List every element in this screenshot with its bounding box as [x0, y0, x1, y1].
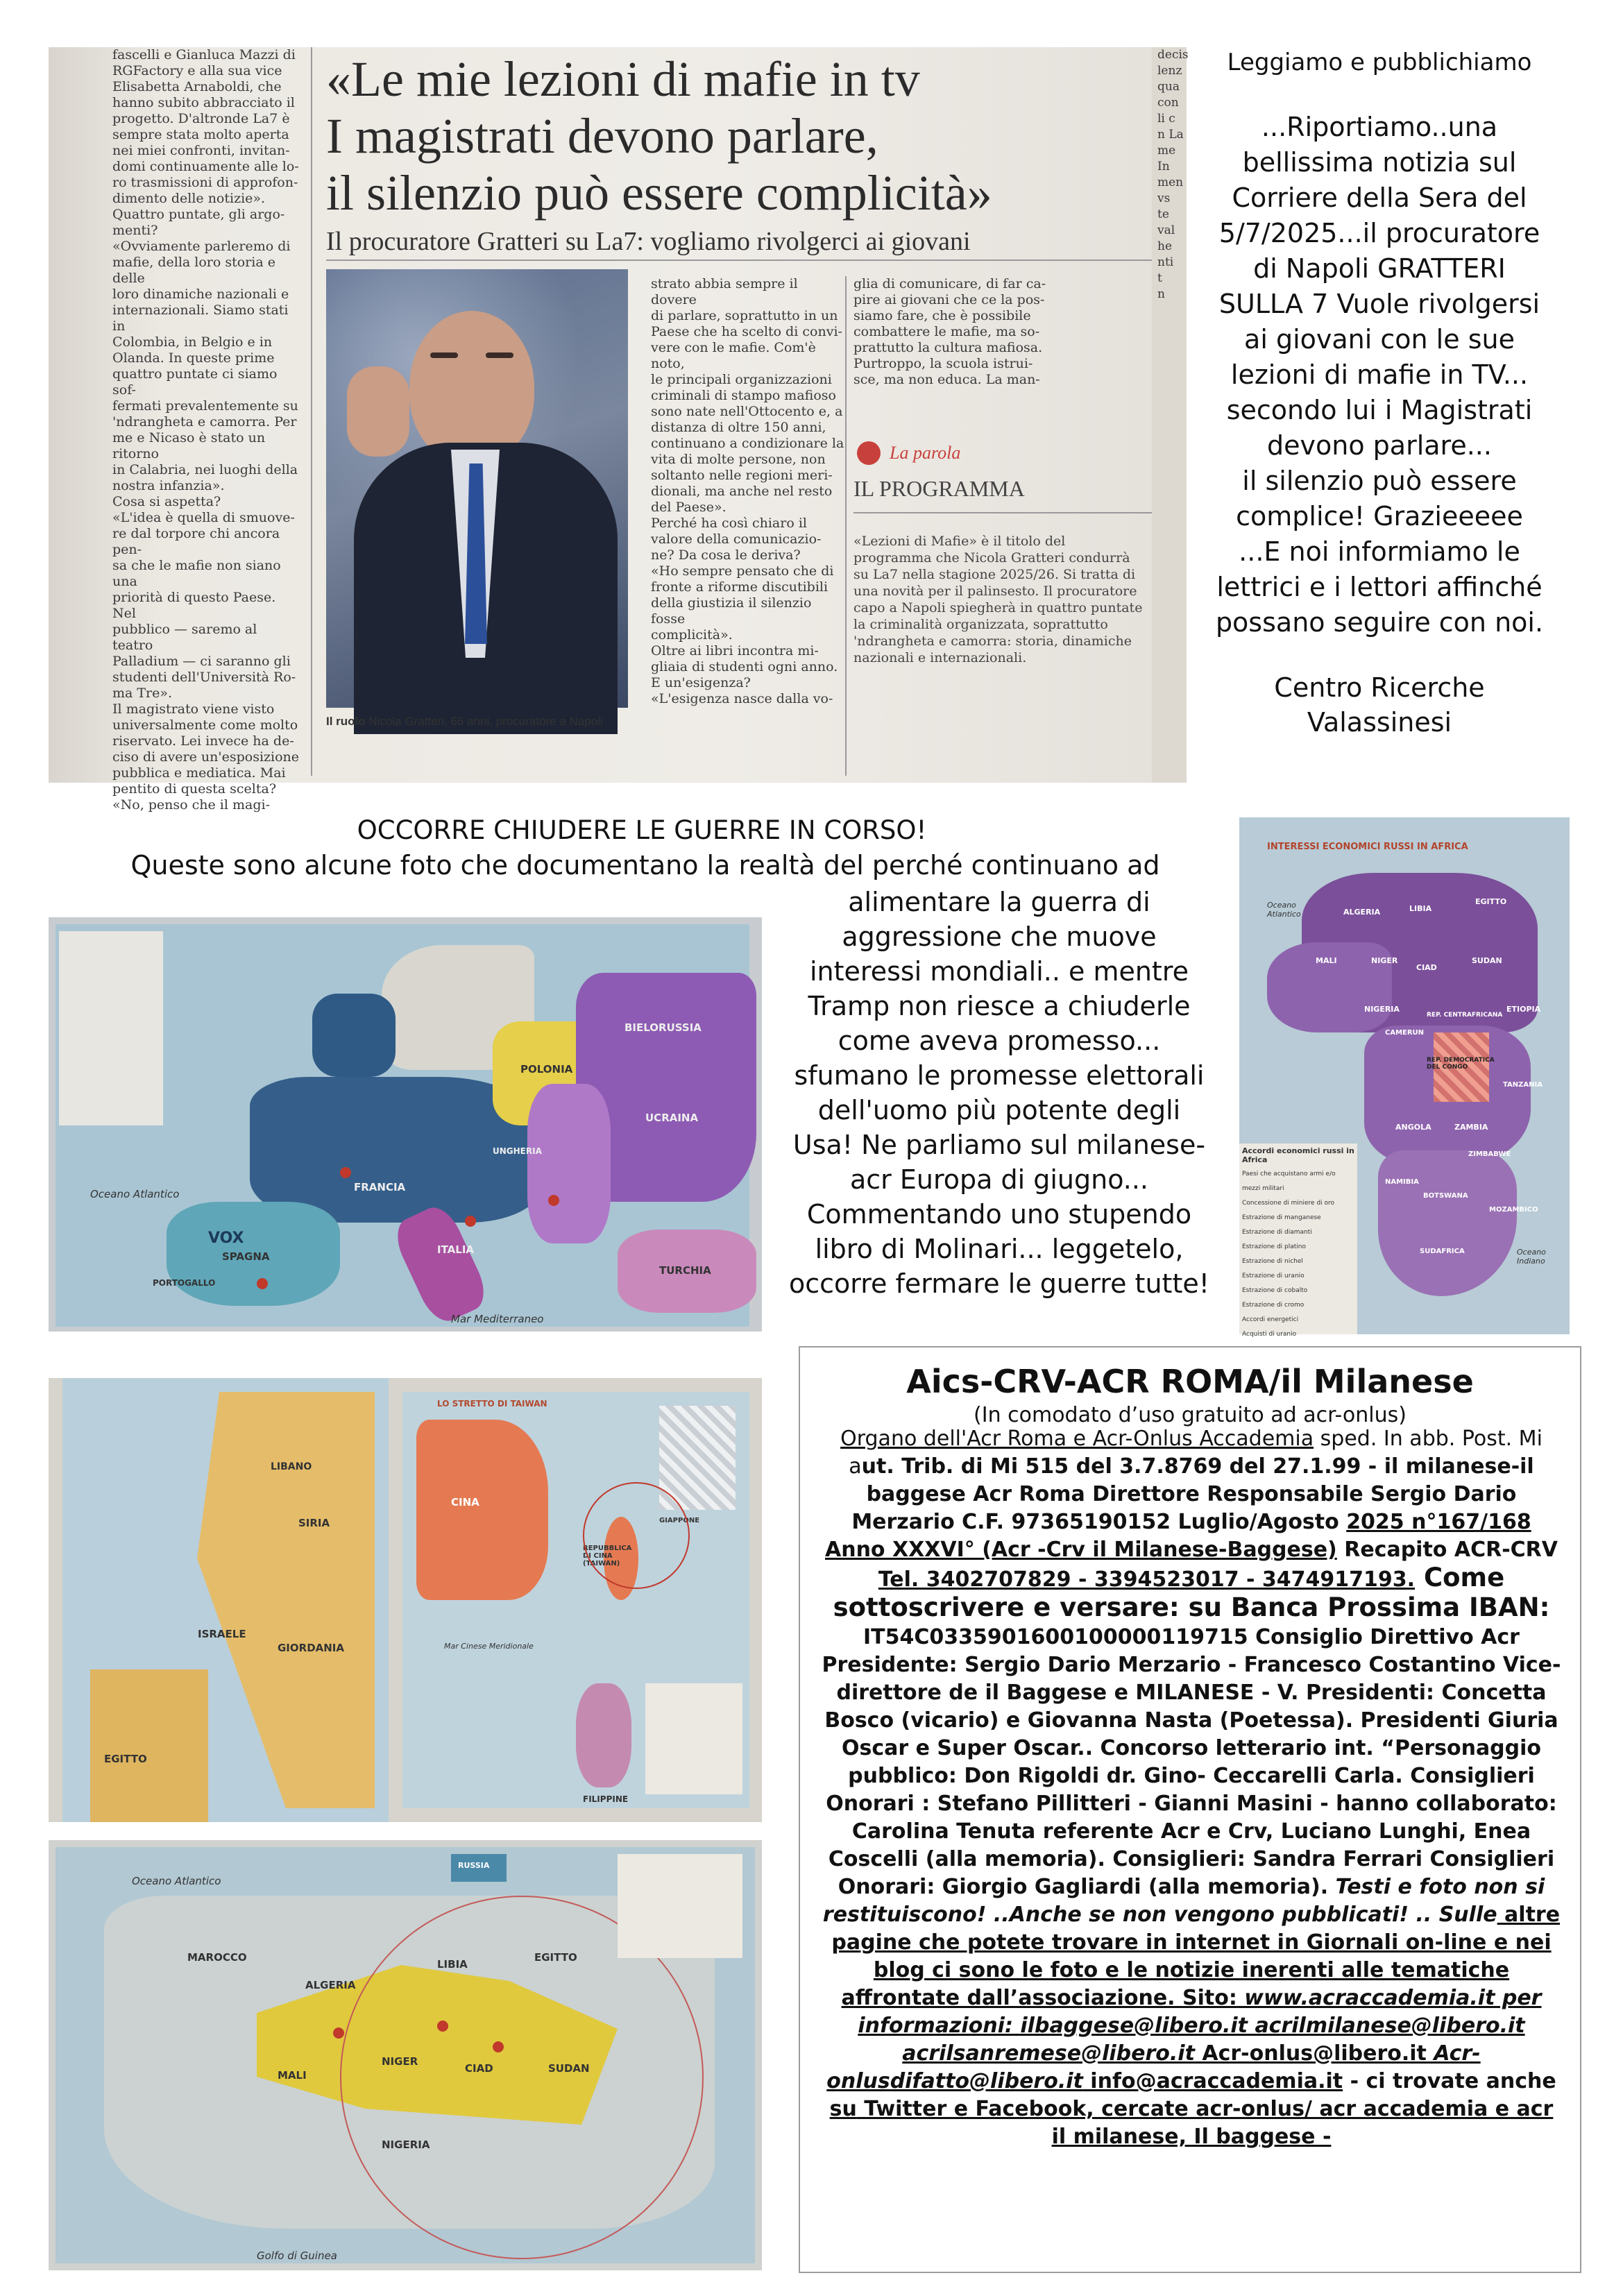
country-label: ANGOLA [1395, 1123, 1431, 1132]
philippines-shape [576, 1683, 631, 1787]
country-label: ZIMBABWE [1468, 1150, 1511, 1158]
country-label: EGITTO [534, 1951, 577, 1964]
subscribe-heading: Come sottoscrivere e versare: su Banca Prossima IBAN: [833, 1563, 1550, 1622]
europe-map-photo [49, 917, 762, 1332]
box-title: IL PROGRAMMA [853, 476, 1025, 501]
social-links[interactable]: Twitter e Facebook, cercate acr-onlus/ acr accademia e acr il milanese, Il baggese - [856, 2097, 1554, 2149]
country-label: MAROCCO [187, 1951, 247, 1964]
country-label: MALI [1316, 956, 1337, 965]
marker-dot-icon [548, 1195, 559, 1206]
photo-caption: Il ruolo Nicola Gratteri, 66 anni, procuratore a Napoli [326, 715, 603, 728]
country-label: FILIPPINE [583, 1794, 629, 1804]
map-legend [618, 1854, 742, 1958]
country-label: LIBIA [1409, 904, 1432, 913]
email-link[interactable]: Acr-onlusdifatto@libero.it [826, 2041, 1481, 2093]
adjacent-column-fragment: decis lenz qua con li c n La me In men vs te val he nti t n [1157, 48, 1189, 301]
ocean-label: Oceano Indiano [1517, 1248, 1546, 1266]
sea-label: Golfo di Guinea [257, 2250, 337, 2262]
country-label: ETIOPIA [1506, 1005, 1541, 1014]
gratteri-photo [326, 269, 628, 708]
africa-map-photo [1239, 817, 1570, 1338]
country-label: LIBANO [271, 1461, 312, 1472]
article-column-3: glia di comunicare, di far ca- pire ai giovani che ce la pos- siamo fare, che è possibile combattere le mafie, ma so- prattutto la cultura mafiosa. Purtroppo, la scuola istrui- sce, ma non educa. La man- [853, 276, 1046, 387]
country-label: MALI [278, 2069, 307, 2082]
poland-label: POLONIA [520, 1063, 573, 1075]
intro-signature: Centro Ricerche Valassinesi [1274, 672, 1485, 738]
masthead-body [821, 1425, 1562, 2151]
ocean-label: Oceano Atlantico [132, 1875, 221, 1887]
war-body-text: alimentare la guerra di aggressione che muove interessi mondiali.. e mentre Tramp non riesce a chiuderle come aveva promesso... sfumano le promesse elettorali dell'uomo più potente degli Usa! Ne parliamo sul milanese- acr Europa di giugno... Commentando uno stupendo libro di Molinari... leggetelo, occorre fermare le guerre tutte! [789, 887, 1209, 1299]
article-headline: «Le mie lezioni di mafie in tv I magistrati devono parlare, il silenzio può essere complicità» [326, 51, 992, 221]
marker-dot-icon [333, 2027, 344, 2039]
registration-text: ut. Trib. di Mi 515 del 3.7.8769 del 27.1.99 - il milanese-il baggese Acr Roma Direttore Responsabile Sergio Dario Merzario C.F. 97365190152 Luglio/Agosto [851, 1454, 1534, 1534]
country-label: NIGERIA [382, 2138, 430, 2151]
country-label: EGITTO [104, 1753, 147, 1765]
box-rule [853, 512, 1173, 513]
range-circle [583, 1482, 690, 1589]
marker-dot-icon [465, 1216, 476, 1227]
thumbs-up-hand [347, 366, 409, 457]
vox-label: VOX [208, 1230, 244, 1247]
italy-label: ITALIA [437, 1243, 475, 1256]
country-label: RUSSIA [458, 1861, 490, 1870]
war-section-title: OCCORRE CHIUDERE LE GUERRE IN CORSO! [357, 815, 927, 845]
column-rule [845, 276, 847, 776]
hungary-label: UNGHERIA [493, 1146, 542, 1156]
face-shape [409, 311, 534, 464]
ukraine-label: UCRAINA [645, 1112, 699, 1124]
map-title: INTERESSI ECONOMICI RUSSI IN AFRICA [1267, 842, 1468, 852]
atlantic-label: Oceano Atlantico [90, 1188, 180, 1200]
article-column-1: fascelli e Gianluca Mazzi di RGFactory e alla sua vice Elisabetta Arnaboldi, che hanno subito abbracciato il progetto. D'altronde La7 è sempre stata molto aperta nei miei confronti, invitan- domi continuamente alle lo- ro trasmissioni di approfon- dimento delle notizie». Quattro puntate, gli argo- menti? «Ovviamente parleremo di mafie, della loro storia e delle loro dinamiche nazionali e internazionali. Siamo stati in Colombia, in Belgio e in Olanda. In queste prime quattro puntate ci siamo sof- fermati prevalentemente su 'ndrangheta e camorra. Per me e Nicaso è stato un ritorno in Calabria, nei luoghi della nostra infanzia». Cosa si aspetta? «L'idea è quella di smuove- re dal torpore chi ancora pen- sa che le mafie non siano una priorità di questo Paese. Nel pubblico — saremo al teatro Palladium — ci saranno gli studenti dell'Università Ro- ma Tre». Il magistrato viene visto universalmente come molto riservato. Lei invece ha de- ciso di avere un'esposizione pubblica e mediatica. Mai pentito di questa scelta? «No, penso che il magi- [112, 47, 300, 813]
country-label: TANZANIA [1503, 1081, 1543, 1089]
social-text: - ci trovate anche [1343, 2069, 1556, 2093]
country-label: BOTSWANA [1423, 1192, 1468, 1200]
country-label: ALGERIA [1343, 908, 1381, 917]
country-label: ALGERIA [305, 1979, 356, 1991]
organ-line: Organo dell'Acr Roma e Acr-Onlus Accademia [840, 1427, 1314, 1451]
country-label: NIGERIA [1364, 1005, 1400, 1014]
country-label: SUDAFRICA [1420, 1248, 1465, 1255]
column-rule [311, 47, 312, 776]
masthead-box [799, 1346, 1581, 2273]
country-label: LIBIA [437, 1958, 468, 1971]
site-and-email-links[interactable]: www.acraccademia.it per informazioni: ilbaggese@libero.it acrilmilanese@libero.it acrilsanremese@libero.it [858, 1986, 1542, 2066]
mediterranean-label: Mar Mediterraneo [451, 1313, 544, 1325]
box-text: «Lezioni di Mafie» è il titolo del programma che Nicola Gratteri condurrà su La7 nella stagione 2025/26. Si tratta di una novità per il palinsesto. Il procuratore capo a Napoli spiegherà in quattro puntate la criminalità organizzata, soprattutto 'ndrangheta e camorra: storia, dinamiche nazionali e internazionali. [853, 534, 1143, 665]
sea-label: Mar Cinese Meridionale [444, 1642, 534, 1651]
intro-title: Leggiamo e pubblichiamo [1227, 49, 1532, 76]
recapito-text: Recapito ACR-CRV [1336, 1538, 1558, 1562]
country-label: REP. DEMOCRATICA DEL CONGO [1427, 1057, 1495, 1071]
country-label: REPUBBLICA DI CINA (TAIWAN) [583, 1545, 632, 1567]
ocean-label: Oceano Atlantico [1267, 901, 1301, 919]
phone-numbers[interactable]: Tel. 3402707829 - 3394523017 - 3474917193. [878, 1567, 1416, 1592]
country-label: CIAD [1416, 963, 1437, 972]
sped-text: sped. In abb. Post. Mi a [849, 1427, 1543, 1479]
country-label: CAMERUN [1385, 1029, 1425, 1037]
country-label: SUDAN [548, 2062, 590, 2075]
portugal-label: PORTOGALLO [153, 1278, 216, 1288]
map-legend [59, 931, 163, 1125]
other-pages-text: altre pagine che potete trovare in internet in Giornali on-line e nei blog ci sono le foto e le notizie inerenti alle tematiche affrontate dall’associazione. Sito: [831, 1903, 1561, 2010]
map-legend: Accordi economici russi in Africa Paesi che acquistano armi e/o mezzi militari Concessione di miniere di oro Estrazione di manganese Estrazione di diamanti Estrazione di platino Estrazione di nichel Estrazione di uranio Estrazione di cobalto Estrazione di cromo Accordi energetici Acquisti di uranio [1239, 1143, 1357, 1334]
marker-dot-icon [437, 2021, 448, 2032]
war-intro-line: Queste sono alcune foto che documentano la realtà del perché continuano ad [130, 850, 1160, 881]
section-kicker: La parola [890, 443, 961, 463]
china-shape [416, 1420, 548, 1600]
sahel-map-photo [49, 1840, 762, 2270]
country-label: NIGER [382, 2055, 418, 2068]
testi-notice: Testi e foto non si restituiscono! ..Anche se non vengono pubblicati! .. Sulle [822, 1875, 1545, 1927]
france-label: FRANCIA [354, 1181, 406, 1193]
country-label: SUDAN [1472, 956, 1502, 965]
balkans-shape [527, 1084, 611, 1243]
article-subheadline: Il procuratore Gratteri su La7: vogliamo rivolgerci ai giovani [326, 227, 971, 256]
country-label: GIAPPONE [659, 1517, 700, 1524]
map-legend [645, 1683, 742, 1794]
article-column-2: strato abbia sempre il dovere di parlare, soprattutto in un Paese che ha scelto di convi- vere con le mafie. Com'è noto, le principali organizzazioni criminali di stampo mafioso sono nate nell'Ottocento e, a distanza di oltre 150 anni, continuano a condizionare la vita di molte persone, non soltanto nelle regioni meri- dionali, ma anche nel resto del Paese». Perché ha così chiaro il valore della comunicazio- ne? Da cosa le deriva? «Ho sempre pensato che di fronte a riforme discutibili della giustizia il silenzio fosse complicità». Oltre ai libri incontra mi- gliaia di studenti ogni anno. E un'esigenza? «L'esigenza nasce dalla vo- [651, 276, 844, 706]
country-label: EGITTO [1475, 897, 1507, 906]
country-label: SIRIA [298, 1517, 330, 1529]
country-label: ZAMBIA [1454, 1123, 1488, 1132]
newspaper-clipping-photo [49, 47, 1189, 813]
kicker-dot-icon [857, 441, 881, 465]
country-label: ISRAELE [198, 1628, 246, 1640]
headline-rule [326, 260, 1173, 261]
marker-dot-icon [493, 2041, 504, 2052]
country-label: NAMIBIA [1385, 1178, 1419, 1186]
social-text: su [829, 2097, 857, 2121]
turkey-label: TURCHIA [659, 1264, 711, 1277]
israel-taiwan-map-photo [49, 1378, 762, 1822]
map-title: LO STRETTO DI TAIWAN [437, 1399, 547, 1409]
country-label: CIAD [465, 2062, 493, 2075]
uk-shape [312, 994, 396, 1077]
marker-dot-icon [257, 1278, 268, 1289]
masthead-title: Aics-CRV-ACR ROMA/il Milanese [906, 1363, 1474, 1400]
marker-dot-icon [340, 1167, 351, 1178]
belarus-label: BIELORUSSIA [624, 1021, 702, 1034]
country-label: NIGER [1371, 956, 1398, 965]
issue-text: 2025 n°167/168 Anno XXXVI° (Acr -Crv il Milanese-Baggese) [825, 1510, 1531, 1562]
spain-label: SPAGNA [222, 1250, 270, 1263]
email-link[interactable]: info@acraccademia.it [1082, 2069, 1343, 2093]
email-link[interactable]: Acr-onlus@libero.it [1194, 2041, 1427, 2066]
country-label: CINA [451, 1496, 479, 1508]
country-label: MOZAMBICO [1489, 1206, 1538, 1214]
country-label: GIORDANIA [278, 1642, 344, 1654]
egypt-shape [90, 1669, 208, 1822]
country-label: REP. CENTRAFRICANA [1427, 1012, 1503, 1019]
masthead-subtitle: (In comodato d’uso gratuito ad acr-onlus) [974, 1403, 1407, 1427]
intro-body: ...Riportiamo..una bellissima notizia sul Corriere della Sera del 5/7/2025...il procuratore di Napoli GRATTERI SULLA 7 Vuole rivolgersi ai giovani con le sue lezioni di mafie in TV... secondo lui i Magistrati devono parlare... il silenzio può essere complice! Grazieeeee ...E noi informiamo le lettrici e i lettori affinché possano seguire con noi. [1215, 112, 1544, 638]
iban-and-board: IT54C0335901600100000119715 Consiglio Direttivo Acr Presidente: Sergio Dario Merzario - Francesco Costantino Vice-direttore de il Baggese e MILANESE - V. Presidenti: Concetta Bosco (vicario) e Giovanna Nasta (Poetessa). Presidenti Giuria Oscar e Super Oscar.. Concorso letterario int. “Personaggio pubblico: Don Rigoldi dr. Gino- Ceccarelli Carla. Consiglieri Onorari : Stefano Pillitteri - Gianni Masini - hanno collaborato: Carolina Tenuta referente Acr e Crv, Luciano Lunghi, Enea Coscelli (alla memoria). Consiglieri: Sandra Ferrari Consiglieri Onorari: Giorgio Gagliardi (alla memoria). [822, 1625, 1561, 1899]
